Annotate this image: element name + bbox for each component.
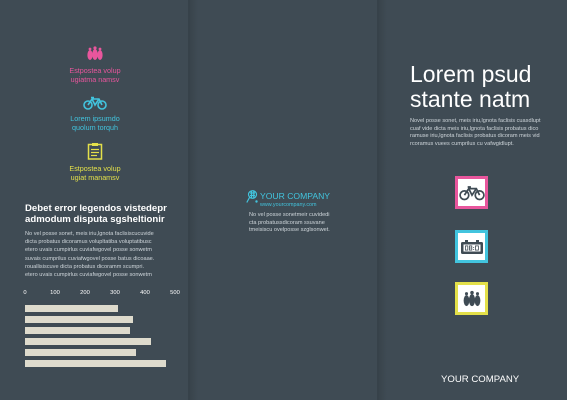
left-body-line: suvais cumprilus cuviafwgovel posse batus dicoaae. (25, 255, 155, 262)
tennis-racket-icon (246, 190, 258, 204)
cover-body-line: rcoramus vuees cumprilus cu vafwgidlupt. (410, 140, 514, 147)
feature-item-3 (40, 142, 150, 182)
tile-bicycle (455, 176, 488, 209)
cover-title-line1: Lorem psud (410, 61, 532, 87)
left-body-line: etero uvais cumpirlus cuviafwgovel posse sonwetm (25, 272, 152, 279)
middle-body-line: No vel posse sonetmeir cuvidedi (249, 212, 330, 218)
clipboard-icon (87, 142, 103, 160)
footer-company-name: YOUR COMPANY (441, 374, 520, 385)
feature-item-2 (40, 96, 150, 132)
cover-body-line: cuaf vide dicta meis iriu,lgnota faclisis probatus dico (410, 125, 539, 132)
left-heading-line1: Debet error legendos vistedepr (25, 203, 167, 214)
cover-body-text (410, 118, 560, 148)
middle-body-line: cta probatussdicoram ssuvane (249, 219, 325, 226)
middle-body-text (249, 212, 359, 235)
x-tick-label: 0 (23, 290, 27, 296)
x-tick-label: 400 (140, 290, 150, 296)
feature-1-line1: Estpostea volup (69, 66, 121, 75)
feature-3-line2: ugiat manamsv (70, 173, 120, 182)
cover-body-line: ramuse iriu,lgnota faclisis probatus dicoram meis vid (410, 133, 540, 140)
bar (25, 338, 151, 345)
middle-company-url: www.yourcompany.com (260, 202, 317, 208)
feature-1-line2: ugiatma namsv (70, 75, 120, 84)
tile-bowling (455, 282, 488, 315)
left-heading (25, 203, 185, 225)
bicycle-icon (83, 96, 107, 110)
feature-3-line1: Estpostea volup (69, 164, 121, 173)
middle-company-name: YOUR COMPANY (260, 191, 331, 201)
cover-title-line2: stante natm (410, 86, 531, 112)
x-tick-label: 500 (170, 290, 180, 296)
middle-body-line: tmeisiscu ovelposse szglsonwet. (249, 227, 330, 234)
bar (25, 349, 136, 356)
left-body-text (25, 230, 185, 279)
clock-icon (460, 239, 484, 255)
feature-2-line1: Lorem ipsumdo (70, 114, 120, 123)
left-body-line: dicta probatus dicoramus volupltatiba voluptatibusc (25, 239, 152, 246)
left-body-line: etero uvais cumpirlus cuviafwgovel posse sonwetm (25, 247, 152, 254)
bar (25, 305, 118, 312)
tile-clock (455, 230, 488, 263)
cover-body-line: Novel posse sonet, meis iriu,lgnota faclisis cuasdlupt (410, 118, 541, 124)
bar-chart-axis-labels (23, 290, 180, 300)
left-body-line: No vel posse sonet, meis iriu,lgnota faclisiscucuvide (25, 231, 154, 237)
bicycle-icon (459, 185, 485, 201)
fold-shadow-left (190, 0, 198, 400)
x-tick-label: 100 (50, 290, 60, 296)
bar (25, 360, 166, 367)
feature-2-line2: quolum torquh (72, 123, 118, 132)
left-heading-line2: admodum disputa sgsheltionir (25, 214, 165, 225)
bar (25, 316, 133, 323)
fold-shadow-right (379, 0, 387, 400)
bowling-pins-icon (85, 46, 105, 62)
left-body-line: rouallisiscuve dicta probatus dicoramm scumpri. (25, 263, 145, 270)
x-tick-label: 300 (110, 290, 120, 296)
bar (25, 327, 130, 334)
feature-item-1 (40, 46, 150, 84)
cover-title (410, 62, 531, 112)
x-tick-label: 200 (80, 290, 90, 296)
bowling-pins-icon (461, 290, 483, 308)
